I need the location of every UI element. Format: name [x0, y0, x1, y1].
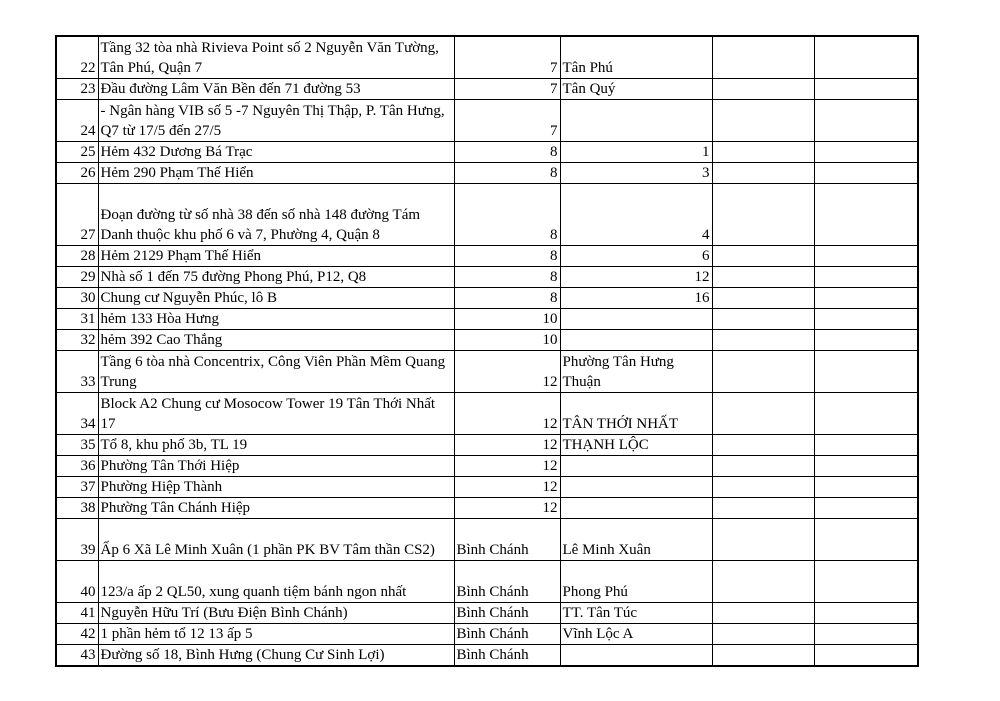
empty-cell: [712, 266, 814, 287]
row-number: 33: [56, 350, 98, 392]
empty-cell: [814, 99, 918, 141]
table-row: [56, 329, 918, 350]
table-row: [56, 602, 918, 623]
address-cell: Phường Tân Chánh Hiệp: [98, 497, 454, 518]
locations-table: [55, 35, 919, 667]
district-cell: Bình Chánh: [454, 560, 560, 602]
empty-cell: [814, 162, 918, 183]
table-row: [56, 434, 918, 455]
row-number: 38: [56, 497, 98, 518]
empty-cell: [814, 476, 918, 497]
empty-cell: [814, 308, 918, 329]
empty-cell: [814, 434, 918, 455]
row-number: 29: [56, 266, 98, 287]
empty-cell: [712, 141, 814, 162]
ward-cell: 6: [560, 245, 712, 266]
ward-cell: THẠNH LỘC: [560, 434, 712, 455]
table-row: [56, 518, 918, 560]
table-row: [56, 245, 918, 266]
address-cell: Block A2 Chung cư Mosocow Tower 19 Tân Thới Nhất 17: [98, 392, 454, 434]
table-row: [56, 162, 918, 183]
district-cell: 7: [454, 99, 560, 141]
address-cell: Đường số 18, Bình Hưng (Chung Cư Sinh Lợi): [98, 644, 454, 666]
ward-cell: [560, 455, 712, 476]
empty-cell: [712, 183, 814, 245]
address-cell: 123/a ấp 2 QL50, xung quanh tiệm bánh ngon nhất: [98, 560, 454, 602]
empty-cell: [814, 287, 918, 308]
district-cell: 7: [454, 78, 560, 99]
table-row: [56, 308, 918, 329]
empty-cell: [712, 518, 814, 560]
district-cell: 8: [454, 287, 560, 308]
row-number: 34: [56, 392, 98, 434]
row-number: 26: [56, 162, 98, 183]
address-cell: Đoạn đường từ số nhà 38 đến số nhà 148 đường Tám Danh thuộc khu phố 6 và 7, Phường 4, Quận 8: [98, 183, 454, 245]
ward-cell: [560, 497, 712, 518]
ward-cell: Tân Quý: [560, 78, 712, 99]
ward-cell: [560, 99, 712, 141]
district-cell: 8: [454, 183, 560, 245]
ward-cell: Phong Phú: [560, 560, 712, 602]
empty-cell: [814, 350, 918, 392]
row-number: 30: [56, 287, 98, 308]
empty-cell: [814, 602, 918, 623]
table-row: [56, 78, 918, 99]
empty-cell: [712, 78, 814, 99]
address-cell: 1 phần hẻm tổ 12 13 ấp 5: [98, 623, 454, 644]
ward-cell: 1: [560, 141, 712, 162]
district-cell: 8: [454, 141, 560, 162]
district-cell: 8: [454, 266, 560, 287]
district-cell: 10: [454, 329, 560, 350]
empty-cell: [712, 308, 814, 329]
empty-cell: [712, 644, 814, 666]
row-number: 32: [56, 329, 98, 350]
empty-cell: [712, 560, 814, 602]
district-cell: 12: [454, 455, 560, 476]
district-cell: Bình Chánh: [454, 644, 560, 666]
ward-cell: [560, 329, 712, 350]
row-number: 27: [56, 183, 98, 245]
district-cell: 7: [454, 36, 560, 78]
row-number: 31: [56, 308, 98, 329]
ward-cell: Tân Phú: [560, 36, 712, 78]
empty-cell: [814, 392, 918, 434]
empty-cell: [814, 455, 918, 476]
empty-cell: [712, 392, 814, 434]
ward-cell: Vĩnh Lộc A: [560, 623, 712, 644]
address-cell: Phường Tân Thới Hiệp: [98, 455, 454, 476]
empty-cell: [814, 183, 918, 245]
empty-cell: [814, 560, 918, 602]
address-cell: Nhà số 1 đến 75 đường Phong Phú, P12, Q8: [98, 266, 454, 287]
address-cell: Phường Hiệp Thành: [98, 476, 454, 497]
row-number: 25: [56, 141, 98, 162]
empty-cell: [712, 455, 814, 476]
address-cell: Tầng 32 tòa nhà Rivieva Point số 2 Nguyễn Văn Tường, Tân Phú, Quận 7: [98, 36, 454, 78]
ward-cell: Phường Tân Hưng Thuận: [560, 350, 712, 392]
district-cell: 8: [454, 245, 560, 266]
empty-cell: [712, 497, 814, 518]
address-cell: Hẻm 432 Dương Bá Trạc: [98, 141, 454, 162]
address-cell: Ấp 6 Xã Lê Minh Xuân (1 phần PK BV Tâm thần CS2): [98, 518, 454, 560]
table-row: [56, 99, 918, 141]
table-row: [56, 183, 918, 245]
row-number: 28: [56, 245, 98, 266]
empty-cell: [712, 287, 814, 308]
address-cell: Đầu đường Lâm Văn Bền đến 71 đường 53: [98, 78, 454, 99]
row-number: 42: [56, 623, 98, 644]
district-cell: 10: [454, 308, 560, 329]
district-cell: 12: [454, 476, 560, 497]
empty-cell: [814, 497, 918, 518]
empty-cell: [814, 78, 918, 99]
empty-cell: [712, 623, 814, 644]
row-number: 36: [56, 455, 98, 476]
empty-cell: [814, 266, 918, 287]
district-cell: 12: [454, 392, 560, 434]
empty-cell: [712, 245, 814, 266]
table-row: [56, 36, 918, 78]
empty-cell: [814, 36, 918, 78]
table-row: [56, 476, 918, 497]
table-row: [56, 141, 918, 162]
district-cell: 12: [454, 434, 560, 455]
row-number: 23: [56, 78, 98, 99]
ward-cell: 4: [560, 183, 712, 245]
empty-cell: [814, 141, 918, 162]
ward-cell: 12: [560, 266, 712, 287]
ward-cell: [560, 308, 712, 329]
empty-cell: [712, 476, 814, 497]
district-cell: Bình Chánh: [454, 602, 560, 623]
ward-cell: 16: [560, 287, 712, 308]
ward-cell: 3: [560, 162, 712, 183]
district-cell: Bình Chánh: [454, 518, 560, 560]
empty-cell: [814, 329, 918, 350]
empty-cell: [814, 245, 918, 266]
district-cell: 8: [454, 162, 560, 183]
empty-cell: [712, 350, 814, 392]
address-cell: Tầng 6 tòa nhà Concentrix, Công Viên Phần Mềm Quang Trung: [98, 350, 454, 392]
row-number: 39: [56, 518, 98, 560]
row-number: 41: [56, 602, 98, 623]
table-row: [56, 497, 918, 518]
address-cell: Hẻm 2129 Phạm Thế Hiển: [98, 245, 454, 266]
table-row: [56, 350, 918, 392]
empty-cell: [814, 644, 918, 666]
address-cell: hẻm 133 Hòa Hưng: [98, 308, 454, 329]
ward-cell: [560, 476, 712, 497]
district-cell: 12: [454, 350, 560, 392]
empty-cell: [814, 518, 918, 560]
address-cell: - Ngân hàng VIB số 5 -7 Nguyên Thị Thập, P. Tân Hưng, Q7 từ 17/5 đến 27/5: [98, 99, 454, 141]
table-row: [56, 392, 918, 434]
address-cell: Nguyễn Hữu Trí (Bưu Điện Bình Chánh): [98, 602, 454, 623]
address-cell: Tổ 8, khu phố 3b, TL 19: [98, 434, 454, 455]
empty-cell: [712, 36, 814, 78]
empty-cell: [712, 434, 814, 455]
empty-cell: [712, 602, 814, 623]
address-cell: Chung cư Nguyễn Phúc, lô B: [98, 287, 454, 308]
table-row: [56, 455, 918, 476]
empty-cell: [814, 623, 918, 644]
row-number: 40: [56, 560, 98, 602]
ward-cell: Lê Minh Xuân: [560, 518, 712, 560]
table-row: [56, 623, 918, 644]
table-row: [56, 266, 918, 287]
empty-cell: [712, 99, 814, 141]
row-number: 37: [56, 476, 98, 497]
row-number: 43: [56, 644, 98, 666]
address-cell: hẻm 392 Cao Thắng: [98, 329, 454, 350]
row-number: 24: [56, 99, 98, 141]
row-number: 35: [56, 434, 98, 455]
empty-cell: [712, 162, 814, 183]
empty-cell: [712, 329, 814, 350]
ward-cell: [560, 644, 712, 666]
table-row: [56, 287, 918, 308]
ward-cell: TÂN THỚI NHẤT: [560, 392, 712, 434]
district-cell: Bình Chánh: [454, 623, 560, 644]
table-row: [56, 560, 918, 602]
district-cell: 12: [454, 497, 560, 518]
table-row: [56, 644, 918, 666]
ward-cell: TT. Tân Túc: [560, 602, 712, 623]
address-cell: Hẻm 290 Phạm Thế Hiển: [98, 162, 454, 183]
row-number: 22: [56, 36, 98, 78]
